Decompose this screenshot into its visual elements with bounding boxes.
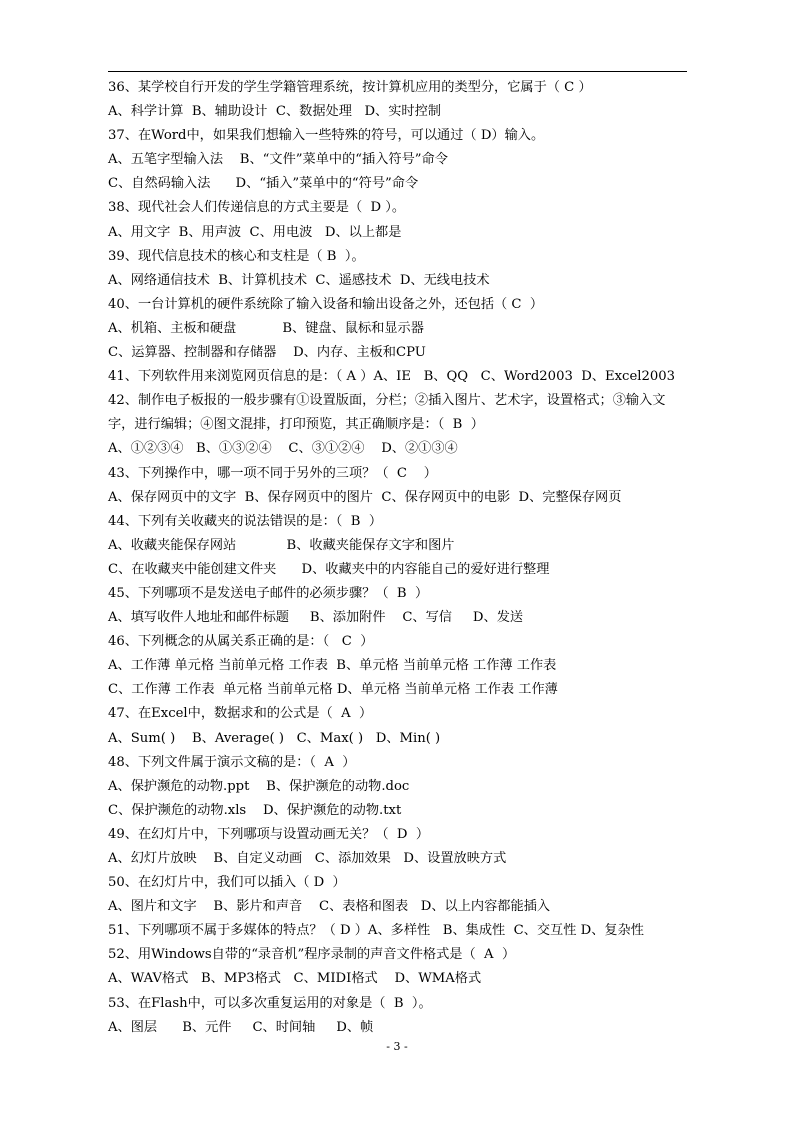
text-line: 52、用Windows自带的“录音机”程序录制的声音文件格式是（ A ） — [108, 947, 516, 963]
text-line: A、保存网页中的文字 B、保存网页中的图片 C、保存网页中的电影 D、完整保存网页 — [108, 489, 622, 505]
text-line: C、工作薄 工作表 单元格 当前单元格 D、单元格 当前单元格 工作表 工作薄 — [108, 682, 558, 698]
page-number: - 3 - — [386, 1040, 408, 1053]
header-rule — [108, 71, 687, 72]
text-line: 36、某学校自行开发的学生学籍管理系统，按计算机应用的类型分，它属于（ C ） — [108, 80, 592, 95]
text-line: 50、在幻灯片中，我们可以插入（ D ） — [108, 875, 346, 891]
text-line: 45、下列哪项不是发送电子邮件的必须步骤？（ B ） — [108, 585, 429, 601]
text-line: 44、下列有关收藏夹的说法错误的是：（ B ） — [108, 513, 383, 529]
text-line: A、①②③④ B、①③②④ C、③①②④ D、②①③④ — [108, 441, 458, 457]
text-line: C、自然码输入法 D、“插入”菜单中的“符号”命令 — [108, 176, 419, 192]
text-line: A、图片和文字 B、影片和声音 C、表格和图表 D、以上内容都能插入 — [108, 899, 551, 915]
text-line: A、科学计算 B、辅助设计 C、数据处理 D、实时控制 — [108, 104, 441, 120]
text-line: A、图层 B、元件 C、时间轴 D、帧 — [108, 1019, 374, 1035]
text-line: C、运算器、控制器和存储器 D、内存、主板和CPU — [108, 345, 426, 361]
text-line: A、幻灯片放映 B、自定义动画 C、添加效果 D、设置放映方式 — [108, 851, 507, 866]
text-line: 字，进行编辑；④图文混排，打印预览，其正确顺序是：（ B ） — [108, 417, 484, 433]
text-line: 38、现代社会人们传递信息的方式主要是（ D ）。 — [108, 200, 406, 216]
text-line: A、保护濒危的动物.ppt B、保护濒危的动物.doc — [108, 778, 410, 794]
text-line: C、保护濒危的动物.xls D、保护濒危的动物.txt — [108, 802, 402, 818]
text-line: A、收藏夹能保存网站 B、收藏夹能保存文字和图片 — [108, 537, 455, 553]
text-line: A、Sum( ) B、Average( ) C、Max( ) D、Min( ) — [108, 730, 441, 746]
text-line: A、填写收件人地址和邮件标题 B、添加附件 C、写信 D、发送 — [108, 610, 524, 626]
question-list — [108, 76, 708, 1040]
text-line: 40、一台计算机的硬件系统除了输入设备和输出设备之外，还包括（ C ） — [108, 296, 544, 312]
text-line: A、机箱、主板和硬盘 B、键盘、鼠标和显示器 — [108, 320, 424, 336]
text-line: 51、下列哪项不属于多媒体的特点？（ D ）A、多样性 B、集成性 C、交互性 D、复杂性 — [108, 923, 644, 939]
text-line: 49、在幻灯片中，下列哪项与设置动画无关？（ D ） — [108, 826, 430, 842]
text-line: 37、在Word中，如果我们想输入一些特殊的符号，可以通过（ D）输入。 — [108, 128, 545, 144]
text-line: 46、下列概念的从属关系正确的是：（ C ） — [108, 634, 374, 650]
text-line: C、在收藏夹中能创建文件夹 D、收藏夹中的内容能自己的爱好进行整理 — [108, 561, 550, 577]
text-line: 47、在Excel中，数据求和的公式是（ A ） — [108, 706, 373, 722]
text-line: A、五笔字型输入法 B、“文件”菜单中的“插入符号”命令 — [108, 152, 448, 168]
text-line: 43、下列操作中，哪一项不同于另外的三项？（ C ） — [108, 465, 437, 481]
text-line: 48、下列文件属于演示文稿的是：（ A ） — [108, 754, 356, 770]
text-line: 39、现代信息技术的核心和支柱是（ B ）。 — [108, 248, 365, 264]
text-line: A、网络通信技术 B、计算机技术 C、遥感技术 D、无线电技术 — [108, 272, 490, 288]
text-line: A、工作薄 单元格 当前单元格 工作表 B、单元格 当前单元格 工作薄 工作表 — [108, 658, 557, 674]
text-line: A、WAV格式 B、MP3格式 C、MIDI格式 D、WMA格式 — [108, 971, 482, 987]
text-line: 41、下列软件用来浏览网页信息的是：（ A ）A、IE B、QQ C、Word2003 D、Excel2003 — [108, 369, 676, 385]
text-line: A、用文字 B、用声波 C、用电波 D、以上都是 — [108, 224, 402, 240]
text-line: 53、在Flash中，可以多次重复运用的对象是（ B ）。 — [108, 995, 432, 1011]
text-line: 42、制作电子板报的一般步骤有①设置版面，分栏；②插入图片、艺术字，设置格式；③输入文 — [108, 393, 666, 409]
